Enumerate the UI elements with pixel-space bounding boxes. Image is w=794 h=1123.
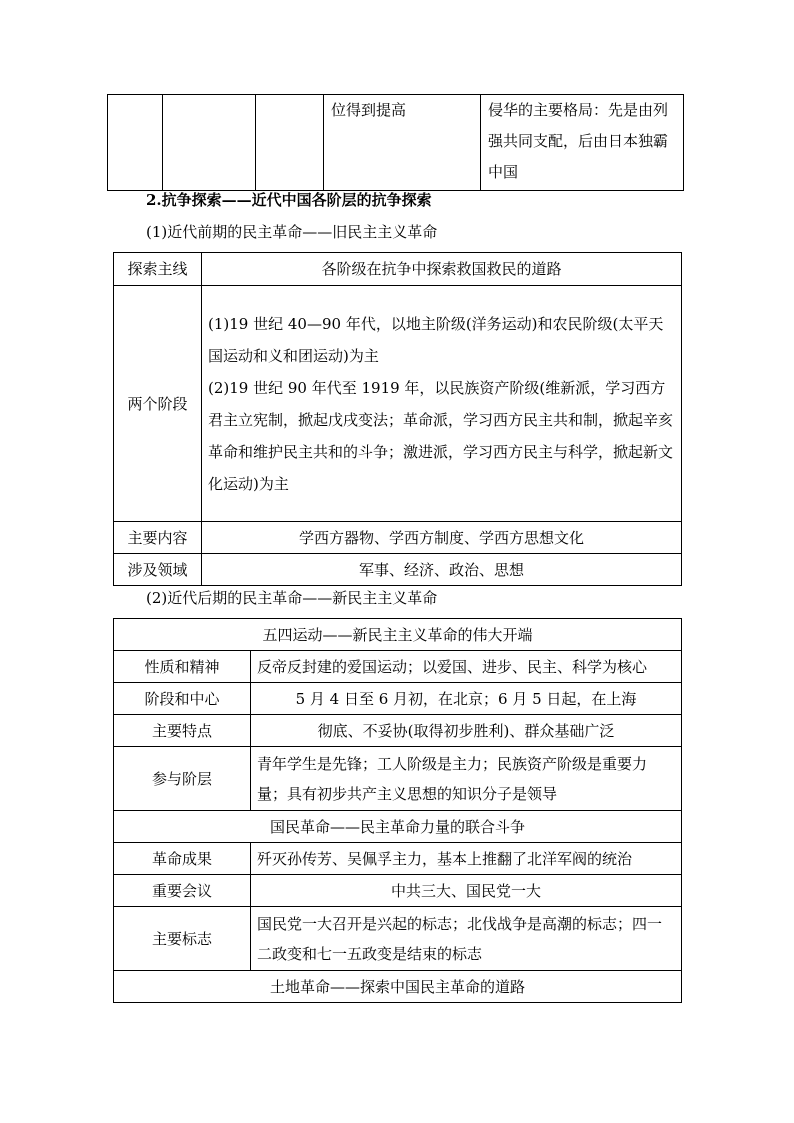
continued-table	[107, 94, 684, 191]
table-cell: 位得到提高	[324, 95, 481, 191]
row-label: 革命成果	[114, 843, 251, 875]
table-row	[114, 554, 682, 586]
row-label: 两个阶段	[114, 286, 202, 522]
subsection-title: (2)近代后期的民主革命——新民主主义革命	[146, 589, 438, 607]
table-row	[114, 971, 682, 1003]
table-row	[114, 619, 682, 651]
table-row	[114, 811, 682, 843]
row-value: 中共三大、国民党一大	[251, 875, 682, 907]
table-row	[114, 651, 682, 683]
row-label: 参与阶层	[114, 747, 251, 811]
section-title: 2.抗争探索——近代中国各阶层的抗争探索	[146, 191, 432, 209]
table-row	[114, 843, 682, 875]
stage-one-text: (1)19 世纪 40—90 年代，以地主阶级(洋务运动)和农民阶级(太平天国运动和义和团运动)为主	[208, 314, 664, 365]
table-cell: 侵华的主要格局：先是由列强共同支配，后由日本独霸中国	[481, 95, 684, 191]
row-label: 重要会议	[114, 875, 251, 907]
row-label: 主要特点	[114, 715, 251, 747]
table-cell	[108, 95, 163, 191]
table-row	[114, 715, 682, 747]
row-label: 主要标志	[114, 907, 251, 971]
stage-two-text: (2)19 世纪 90 年代至 1919 年，以民族资产阶级(维新派，学习西方君主立宪制，掀起戊戌变法；革命派，学习西方民主共和制，掀起辛亥革命和维护民主共和的斗争；激进派，学习西方民主与科学，掀起新文化运动)为主	[208, 378, 674, 493]
row-label: 探索主线	[114, 253, 202, 286]
table-row	[114, 747, 682, 811]
row-value: 军事、经济、政治、思想	[202, 554, 682, 586]
section-header: 五四运动——新民主主义革命的伟大开端	[114, 619, 682, 651]
old-democracy-table	[113, 252, 682, 586]
table-row	[114, 683, 682, 715]
row-value: 反帝反封建的爱国运动；以爱国、进步、民主、科学为核心	[251, 651, 682, 683]
row-value: 国民党一大召开是兴起的标志；北伐战争是高潮的标志；四一二政变和七一五政变是结束的标志	[251, 907, 682, 971]
table-row	[114, 522, 682, 554]
table-cell	[163, 95, 256, 191]
row-label: 阶段和中心	[114, 683, 251, 715]
row-value: 学西方器物、学西方制度、学西方思想文化	[202, 522, 682, 554]
table-cell	[256, 95, 324, 191]
row-label: 涉及领域	[114, 554, 202, 586]
table-row	[108, 95, 684, 191]
table-row	[114, 875, 682, 907]
row-value: 5 月 4 日至 6 月初，在北京；6 月 5 日起，在上海	[251, 683, 682, 715]
table-row	[114, 907, 682, 971]
row-value: 彻底、不妥协(取得初步胜利)、群众基础广泛	[251, 715, 682, 747]
row-label: 性质和精神	[114, 651, 251, 683]
section-header: 土地革命——探索中国民主革命的道路	[114, 971, 682, 1003]
row-value: 各阶级在抗争中探索救国救民的道路	[202, 253, 682, 286]
subsection-title: (1)近代前期的民主革命——旧民主主义革命	[146, 223, 438, 241]
row-value: 青年学生是先锋；工人阶级是主力；民族资产阶级是重要力量；具有初步共产主义思想的知识分子是领导	[251, 747, 682, 811]
table-row	[114, 286, 682, 522]
row-value: 歼灭孙传芳、吴佩孚主力，基本上推翻了北洋军阀的统治	[251, 843, 682, 875]
section-header: 国民革命——民主革命力量的联合斗争	[114, 811, 682, 843]
table-row	[114, 253, 682, 286]
new-democracy-table	[113, 618, 682, 1003]
row-value	[202, 286, 682, 522]
row-label: 主要内容	[114, 522, 202, 554]
